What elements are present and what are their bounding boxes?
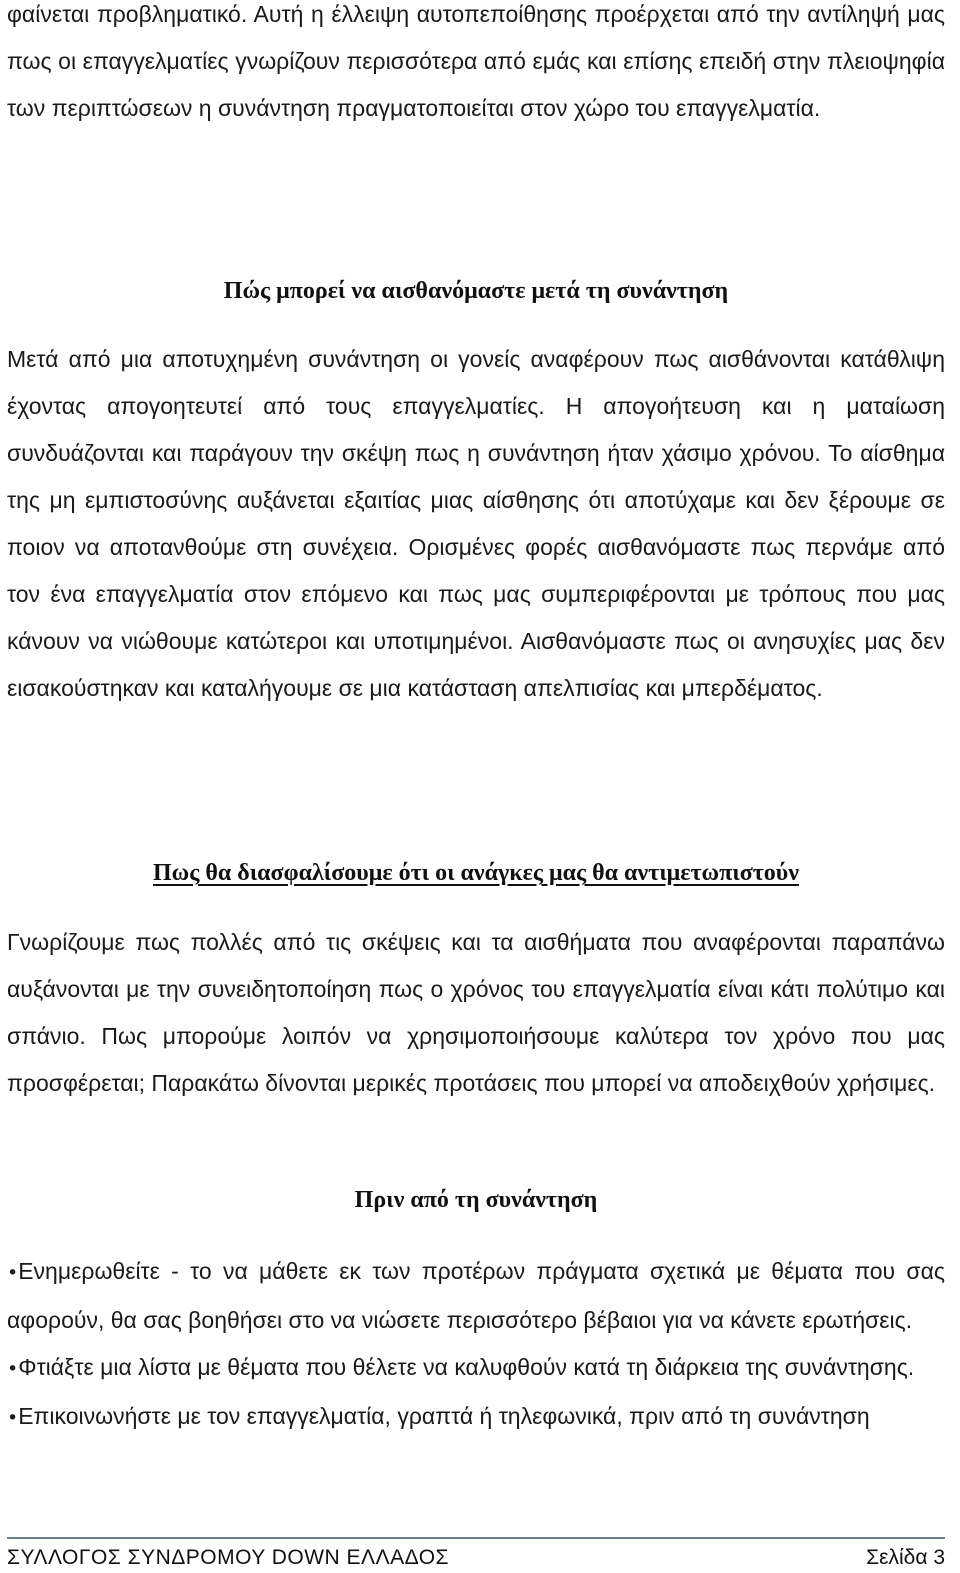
footer-divider	[7, 1537, 945, 1539]
bullet-text: Ενημερωθείτε - το να μάθετε εκ των προτέρων πράγματα σχετικά με θέματα που σας αφορούν, θα σας βοηθήσει στο να νιώσετε περισσότερο βέβαιοι για να κάνετε ερωτήσεις.	[7, 1258, 945, 1333]
section-paragraph-needs: Γνωρίζουμε πως πολλές από τις σκέψεις και τα αισθήματα που αναφέρονται παραπάνω αυξάνονται με την συνειδητοποίηση πως ο χρόνος του επαγγελματία είναι κάτι πολύτιμο και σπάνιο. Πως μπορούμε λοιπόν να χρησιμοποιήσουμε καλύτερα τον χρόνο που μας προσφέρεται; Παρακάτω δίνονται μερικές προτάσεις που μπορεί να αποδειχθούν χρήσιμες.	[7, 929, 945, 1096]
section-heading-needs: Πως θα διασφαλίσουμε ότι οι ανάγκες μας θα αντιμετωπιστούν	[153, 860, 799, 886]
bullet-icon: •	[7, 1358, 19, 1380]
section-heading-before: Πριν από τη συνάντηση	[354, 1187, 598, 1213]
bullet-item-contact	[7, 1393, 945, 1442]
before-meeting-bullet-list	[7, 1248, 945, 1442]
section-heading-feelings: Πώς μπορεί να αισθανόμαστε μετά τη συνάντηση	[223, 278, 729, 304]
page-footer	[7, 1543, 945, 1573]
section-paragraph-feelings: Μετά από μια αποτυχημένη συνάντηση οι γονείς αναφέρουν πως αισθάνονται κατάθλιψη έχοντας απογοητευτεί από τους επαγγελματίες. Η απογοήτευση και η ματαίωση συνδυάζονται και παράγουν την σκέψη πως η συνάντηση ήταν χάσιμο χρόνου. Το αίσθημα της μη εμπιστοσύνης αυξάνεται εξαιτίας μιας αίσθησης ότι αποτύχαμε και δεν ξέρουμε σε ποιον να αποτανθούμε στη συνέχεια. Ορισμένες φορές αισθανόμαστε πως περνάμε από τον ένα επαγγελματία στον επόμενο και πως μας συμπεριφέρονται με τρόπους που μας κάνουν να νιώθουμε κατώτεροι και υποτιμημένοι. Αισθανόμαστε πως οι ανησυχίες μας δεν εισακούστηκαν και καταλήγουμε σε μια κατάσταση απελπισίας και μπερδέματος.	[7, 346, 945, 701]
bullet-icon: •	[7, 1407, 19, 1429]
bullet-item-inform	[7, 1248, 945, 1344]
footer-organization: ΣΥΛΛΟΓΟΣ ΣΥΝΔΡΟΜΟΥ DOWN ΕΛΛΑΔΟΣ	[7, 1546, 450, 1569]
footer-page-number: Σελίδα 3	[866, 1546, 945, 1569]
bullet-text: Επικοινωνήστε με τον επαγγελματία, γραπτά ή τηλεφωνικά, πριν από τη συνάντηση	[18, 1403, 870, 1429]
bullet-item-list	[7, 1344, 945, 1393]
intro-paragraph: φαίνεται προβληματικό. Αυτή η έλλειψη αυτοπεποίθησης προέρχεται από την αντίληψή μας πως οι επαγγελματίες γνωρίζουν περισσότερα από εμάς και επίσης επειδή στην πλειοψηφία των περιπτώσεων η συνάντηση πραγματοποιείται στον χώρο του επαγγελματία.	[7, 1, 945, 121]
bullet-icon: •	[7, 1262, 19, 1284]
bullet-text: Φτιάξτε μια λίστα με θέματα που θέλετε να καλυφθούν κατά τη διάρκεια της συνάντησης.	[18, 1354, 915, 1380]
